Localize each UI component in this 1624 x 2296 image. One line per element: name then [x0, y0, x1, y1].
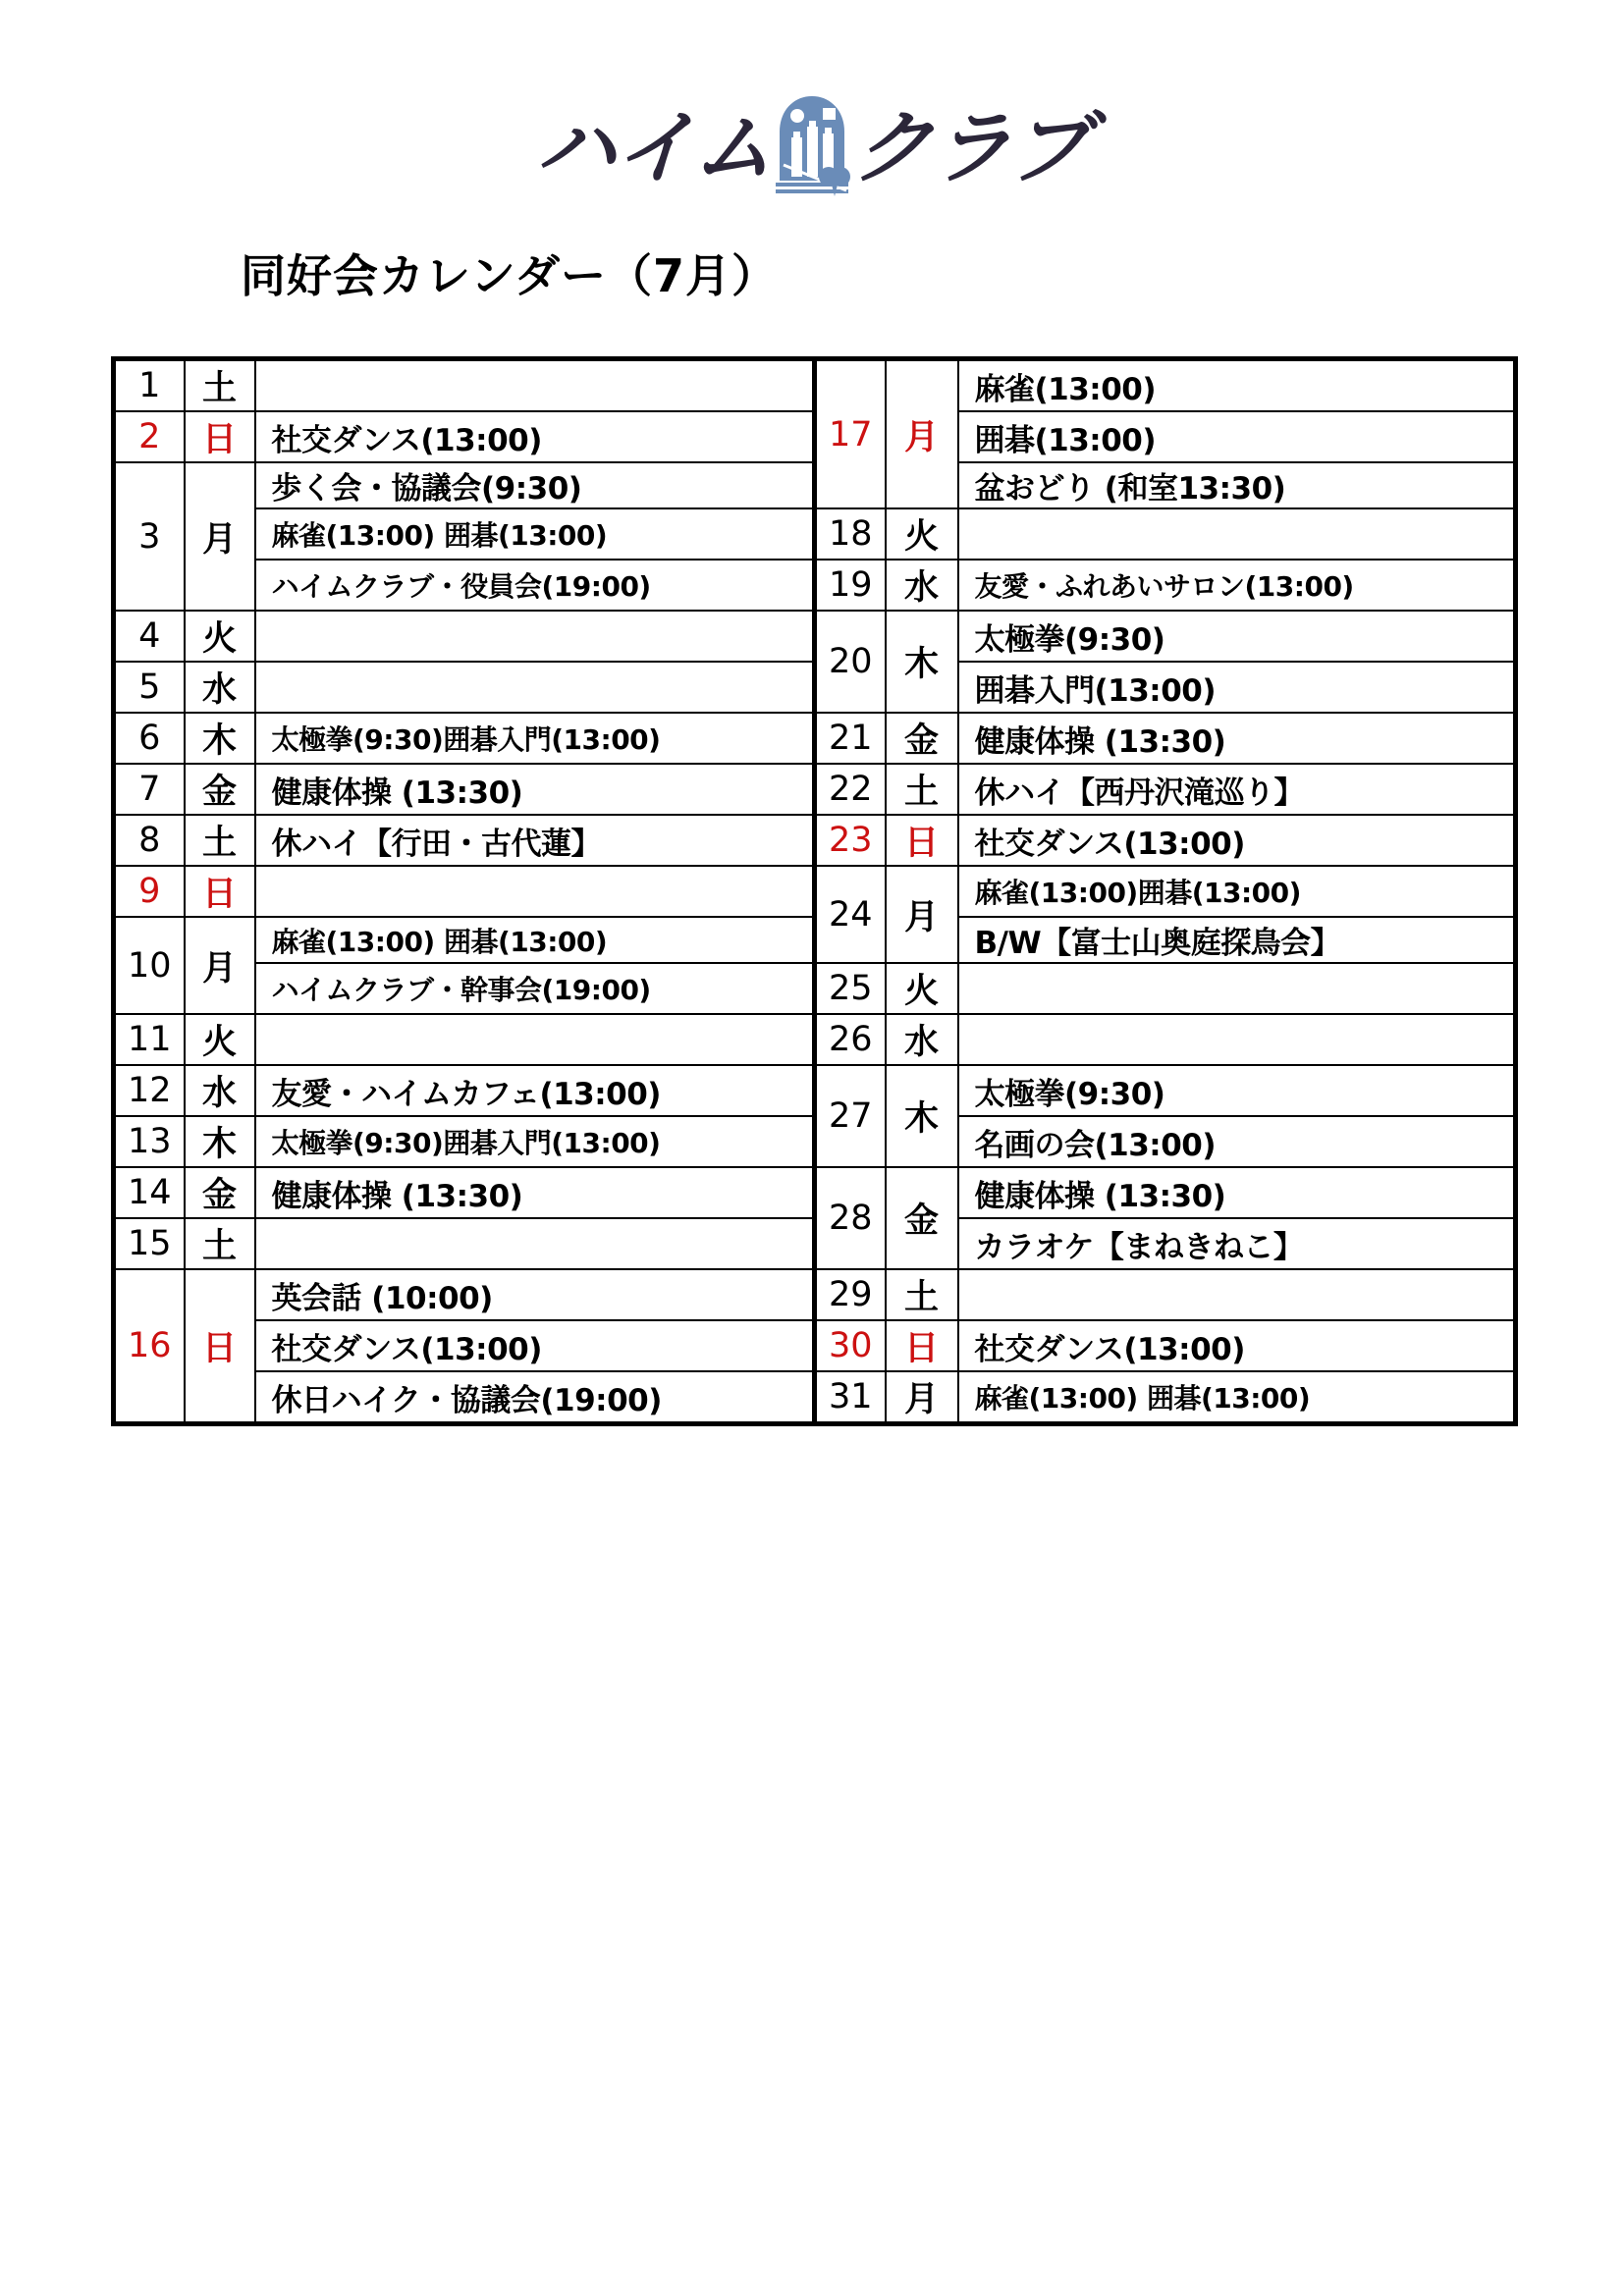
day-number-cell: 1 [114, 359, 185, 412]
calendar-row [114, 713, 1516, 764]
calendar-row [114, 611, 1516, 662]
day-number-cell: 27 [815, 1065, 886, 1167]
day-number-cell: 7 [114, 764, 185, 815]
day-number-cell: 25 [815, 963, 886, 1014]
day-number-cell: 14 [114, 1167, 185, 1218]
page-title: 同好会カレンダー（7月） [241, 249, 779, 302]
event-cell: 太極拳(9:30)囲碁入門(13:00) [255, 1116, 815, 1167]
calendar-row [114, 1014, 1516, 1065]
day-number-cell: 31 [815, 1371, 886, 1424]
day-number-cell: 4 [114, 611, 185, 662]
event-cell: カラオケ【まねきねこ】 [958, 1218, 1516, 1269]
event-cell: 社交ダンス(13:00) [255, 1320, 815, 1371]
event-cell: 囲碁入門(13:00) [958, 662, 1516, 713]
event-cell: 歩く会・協議会(9:30) [255, 462, 815, 508]
event-cell: 名画の会(13:00) [958, 1116, 1516, 1167]
event-cell: 社交ダンス(13:00) [255, 411, 815, 462]
calendar-row [114, 1065, 1516, 1116]
weekday-cell: 日 [185, 411, 255, 462]
weekday-cell: 土 [886, 764, 958, 815]
day-number-cell: 26 [815, 1014, 886, 1065]
event-cell: 友愛・ハイムカフェ(13:00) [255, 1065, 815, 1116]
event-cell: 太極拳(9:30)囲碁入門(13:00) [255, 713, 815, 764]
day-number-cell: 22 [815, 764, 886, 815]
event-cell [255, 1014, 815, 1065]
day-number-cell: 12 [114, 1065, 185, 1116]
event-cell: ハイムクラブ・役員会(19:00) [255, 560, 815, 611]
event-cell: 麻雀(13:00) 囲碁(13:00) [255, 508, 815, 560]
weekday-cell: 土 [185, 1218, 255, 1269]
event-cell [255, 1218, 815, 1269]
weekday-cell: 火 [886, 508, 958, 560]
event-cell: 太極拳(9:30) [958, 1065, 1516, 1116]
calendar-row [114, 1269, 1516, 1320]
weekday-cell: 木 [886, 611, 958, 713]
weekday-cell: 木 [886, 1065, 958, 1167]
event-cell: 健康体操 (13:30) [958, 1167, 1516, 1218]
event-cell [255, 611, 815, 662]
weekday-cell: 土 [185, 815, 255, 866]
day-number-cell: 29 [815, 1269, 886, 1320]
event-cell: 健康体操 (13:30) [255, 764, 815, 815]
event-cell: ハイムクラブ・幹事会(19:00) [255, 963, 815, 1014]
weekday-cell: 水 [886, 560, 958, 611]
event-cell: 麻雀(13:00) 囲碁(13:00) [255, 917, 815, 963]
day-number-cell: 11 [114, 1014, 185, 1065]
day-number-cell: 17 [815, 359, 886, 509]
event-cell: 社交ダンス(13:00) [958, 1320, 1516, 1371]
weekday-cell: 金 [185, 764, 255, 815]
weekday-cell: 金 [185, 1167, 255, 1218]
calendar-table [111, 356, 1518, 1426]
day-number-cell: 9 [114, 866, 185, 917]
event-cell: 英会話 (10:00) [255, 1269, 815, 1320]
weekday-cell: 水 [185, 1065, 255, 1116]
weekday-cell: 木 [185, 1116, 255, 1167]
event-cell: 麻雀(13:00) 囲碁(13:00) [958, 1371, 1516, 1424]
event-cell: 社交ダンス(13:00) [958, 815, 1516, 866]
day-number-cell: 13 [114, 1116, 185, 1167]
weekday-cell: 月 [185, 917, 255, 1014]
weekday-cell: 木 [185, 713, 255, 764]
weekday-cell: 月 [185, 462, 255, 611]
calendar-row [114, 1167, 1516, 1218]
weekday-cell: 火 [886, 963, 958, 1014]
event-cell [958, 963, 1516, 1014]
calendar-row [114, 359, 1516, 412]
event-cell: 健康体操 (13:30) [255, 1167, 815, 1218]
weekday-cell: 日 [886, 1320, 958, 1371]
weekday-cell: 火 [185, 1014, 255, 1065]
calendar-row [114, 1320, 1516, 1371]
event-cell: 休ハイ【西丹沢滝巡り】 [958, 764, 1516, 815]
event-cell [255, 662, 815, 713]
event-cell: B/W【富士山奥庭探鳥会】 [958, 917, 1516, 963]
day-number-cell: 20 [815, 611, 886, 713]
event-cell: 麻雀(13:00) [958, 359, 1516, 412]
day-number-cell: 2 [114, 411, 185, 462]
calendar-row [114, 963, 1516, 1014]
day-number-cell: 3 [114, 462, 185, 611]
weekday-cell: 土 [886, 1269, 958, 1320]
event-cell [958, 1269, 1516, 1320]
day-number-cell: 24 [815, 866, 886, 963]
day-number-cell: 28 [815, 1167, 886, 1269]
weekday-cell: 月 [886, 359, 958, 509]
event-cell: 太極拳(9:30) [958, 611, 1516, 662]
weekday-cell: 月 [886, 866, 958, 963]
weekday-cell: 火 [185, 611, 255, 662]
weekday-cell: 土 [185, 359, 255, 412]
event-cell: 健康体操 (13:30) [958, 713, 1516, 764]
calendar-row [114, 508, 1516, 560]
weekday-cell: 日 [185, 1269, 255, 1424]
heim-club-logo [0, 98, 1624, 200]
logo-text-left: ハイム [533, 102, 775, 195]
day-number-cell: 21 [815, 713, 886, 764]
weekday-cell: 水 [886, 1014, 958, 1065]
event-cell [958, 1014, 1516, 1065]
day-number-cell: 15 [114, 1218, 185, 1269]
day-number-cell: 16 [114, 1269, 185, 1424]
event-cell: 盆おどり (和室13:30) [958, 462, 1516, 508]
weekday-cell: 日 [886, 815, 958, 866]
calendar-row [114, 764, 1516, 815]
event-cell [958, 508, 1516, 560]
weekday-cell: 金 [886, 713, 958, 764]
event-cell: 休ハイ【行田・古代蓮】 [255, 815, 815, 866]
event-cell: 休日ハイク・協議会(19:00) [255, 1371, 815, 1424]
day-number-cell: 19 [815, 560, 886, 611]
day-number-cell: 30 [815, 1320, 886, 1371]
weekday-cell: 水 [185, 662, 255, 713]
calendar-row [114, 1371, 1516, 1424]
day-number-cell: 18 [815, 508, 886, 560]
heim-club-emblem-icon [774, 94, 850, 196]
logo-text-right: クラブ [849, 102, 1091, 195]
day-number-cell: 10 [114, 917, 185, 1014]
weekday-cell: 日 [185, 866, 255, 917]
event-cell: 囲碁(13:00) [958, 411, 1516, 462]
day-number-cell: 5 [114, 662, 185, 713]
day-number-cell: 6 [114, 713, 185, 764]
calendar-row [114, 560, 1516, 611]
calendar-row [114, 866, 1516, 917]
event-cell: 麻雀(13:00)囲碁(13:00) [958, 866, 1516, 917]
event-cell [255, 866, 815, 917]
event-cell [255, 359, 815, 412]
weekday-cell: 月 [886, 1371, 958, 1424]
day-number-cell: 8 [114, 815, 185, 866]
day-number-cell: 23 [815, 815, 886, 866]
weekday-cell: 金 [886, 1167, 958, 1269]
event-cell: 友愛・ふれあいサロン(13:00) [958, 560, 1516, 611]
calendar-row [114, 815, 1516, 866]
